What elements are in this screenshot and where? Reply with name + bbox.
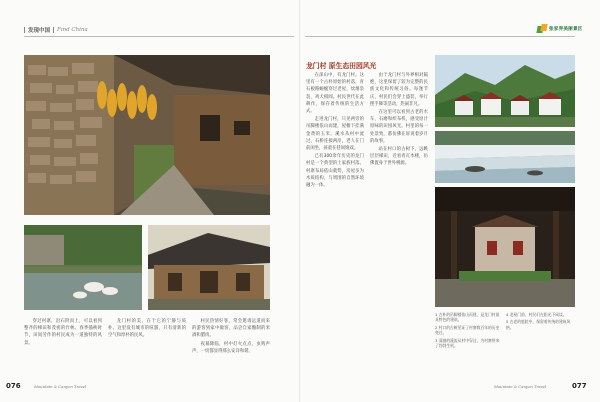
photo-stone-village [24, 55, 270, 215]
photo-stream-ducks [24, 225, 142, 310]
text-column-1 [24, 318, 102, 378]
page-number-right: 077 [572, 382, 587, 390]
logo-text: 张家界美丽景区 [549, 27, 583, 32]
paragraph: 在这里可以看到古老的水车、石磨和织布机，感受原汁原味的田园风光。村里的每一处景致，都仿佛在诉说着岁月的故事。 [370, 110, 428, 144]
section-name: 发现中国 [28, 28, 51, 34]
photo-caption: 3 清澈的溪流从村中穿过，为村寨带来了勃勃生机。 [435, 337, 500, 349]
publication-logo [537, 24, 583, 34]
photo-caption: 1 古朴的吊脚楼依山而建，是龙门村最具特色的建筑。 [435, 312, 500, 323]
photo-wooden-house [148, 225, 270, 310]
text-column-2 [108, 318, 186, 378]
photo-mountain-village [435, 55, 575, 127]
page-number-left: 076 [6, 382, 21, 390]
section-name-en: Find China [57, 27, 88, 33]
header-rule-right [305, 36, 575, 37]
header-bar [53, 27, 54, 33]
logo-mark-icon [537, 24, 547, 34]
caption-list-right [506, 312, 575, 332]
paragraph: 站在村口的古树下，远眺层层梯田，近看青瓦木楼，仿佛置身于世外桃源。 [370, 147, 428, 167]
folio-tag-right: Mountain & Canyon Travel [494, 384, 547, 389]
photo-caption: 5 古老的庭院中，保留着传统的建筑风格。 [506, 319, 571, 330]
photo-caption: 2 村口的古树见证了村寨数百年的历史变迁。 [435, 324, 500, 336]
photo-caption: 4 老屋门前，村民们在阳光下闲谈。 [506, 312, 567, 317]
photo-courtyard [435, 187, 575, 307]
paragraph: 已有300余年历史的龙门村是一个典型的土家族村落。村寨布局依山就势，房屋多为木质结构，与周围的自然环境融为一体。 [306, 154, 364, 189]
text-column-3 [192, 318, 270, 378]
header-bar [24, 27, 25, 33]
paragraph: 走进龙门村，只见两旁的吊脚楼依山而建，屋檐下挂满金黄的玉米。溪水从村中流过，石桥连接两岸，老人在门前闲坐，孩童在巷间嬉戏。 [306, 117, 364, 152]
text-column-5 [370, 72, 428, 372]
paragraph: 夜幕降临，村中灯火点点，虫鸣声声，一切都显得那么安详和谐。 [192, 341, 270, 354]
caption-list-left [435, 312, 501, 350]
page-gutter [299, 0, 301, 402]
paragraph: 穿过村寨，沿石阶而上，可以看到整齐的梯田和茂密的竹林。春季插秧时节，田间劳作的村民成为一道独特的风景。 [24, 319, 102, 346]
header-rule-left [24, 36, 294, 37]
paragraph: 由于龙门村与外界相对隔绝，这里保留了较为完整的民族文化和传统习俗。每逢节庆，村民们会穿上盛装，举行摆手舞等活动，热闹非凡。 [370, 73, 428, 107]
folio-tag-left: Mountain & Canyon Travel [34, 384, 87, 389]
photo-waterfall-stream [435, 131, 575, 183]
paragraph: 龙门村的美，在于它的宁静与质朴。这里没有城市的喧嚣，只有清新的空气和淳朴的民风。 [108, 319, 186, 339]
article-title: 龙门村 原生态田园风光 [306, 62, 377, 70]
paragraph: 在深山中，有龙门村。这里有一个古朴原始的村落，青石板路蜿蜒穿过老屋，炊烟袅袅，鸡犬相闻。村民世代在此耕作，保存着传统的生活方式。 [306, 73, 364, 115]
paragraph: 村民热情好客，常会邀请远道而来的游客到家中做客，品尝自家酿制的米酒和腊肉。 [192, 319, 270, 339]
text-column-4 [306, 72, 364, 372]
section-header [24, 26, 88, 34]
